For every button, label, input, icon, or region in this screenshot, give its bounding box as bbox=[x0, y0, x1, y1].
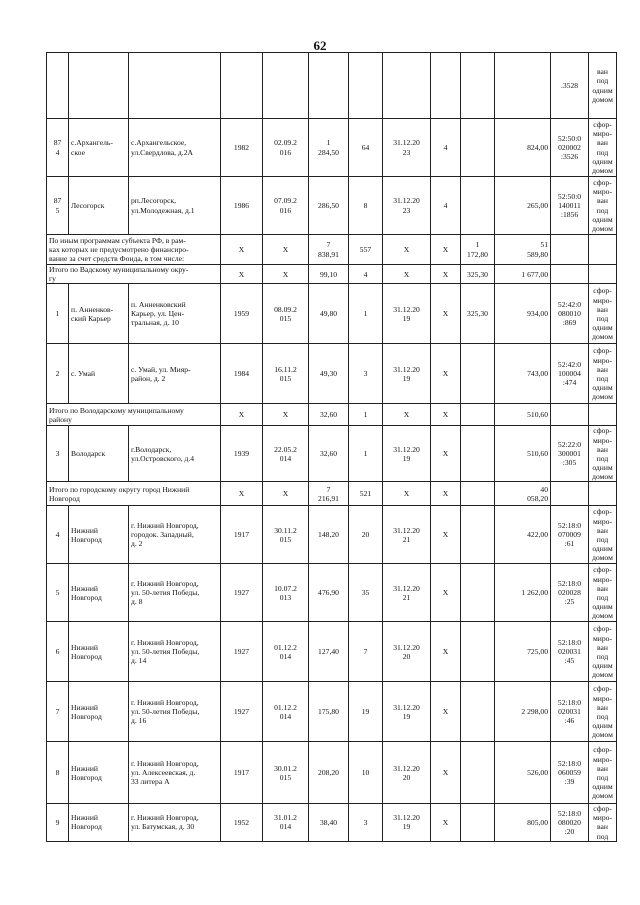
cell-cost-per-m2 bbox=[461, 804, 495, 841]
cell-method: X bbox=[431, 506, 461, 564]
cell-planned-date: 31.12.20 19 bbox=[383, 682, 431, 742]
cell-method: X bbox=[431, 344, 461, 404]
cell-cost-per-m2 bbox=[461, 482, 495, 506]
cell-cadastral: 52:18:0 020028 :25 bbox=[551, 564, 589, 622]
cell-date-emergency: 22.05.2 014 bbox=[263, 426, 309, 482]
cell-residents: 10 bbox=[349, 742, 383, 804]
cell-planned-date: X bbox=[383, 265, 431, 284]
cell-empty bbox=[551, 482, 589, 506]
cell-planned-date: 31.12.20 23 bbox=[383, 177, 431, 235]
cell-address bbox=[129, 53, 221, 119]
table-row bbox=[47, 53, 617, 119]
cell-planned-date: X bbox=[383, 404, 431, 426]
cell-date-emergency: 30.01.2 015 bbox=[263, 742, 309, 804]
cell-n: 4 bbox=[47, 506, 69, 564]
cell-n: 87 4 bbox=[47, 119, 69, 177]
cell-date-emergency: X bbox=[263, 404, 309, 426]
cell-year-built: X bbox=[221, 235, 263, 265]
cell-cost-per-m2 bbox=[461, 177, 495, 235]
cell-year-built: 1959 bbox=[221, 284, 263, 344]
cell-total-cost: 743,00 bbox=[495, 344, 551, 404]
cell-settlement: Нижний Новгород bbox=[69, 622, 129, 682]
cell-label: По иным программам субъекта РФ, в рам- ках которых не предусмотрено финансиро- вание за счет средств Фонда, в том числе: bbox=[47, 235, 221, 265]
cell-method: 4 bbox=[431, 119, 461, 177]
cell-area: 99,10 bbox=[309, 265, 349, 284]
cell-year-built: 1927 bbox=[221, 564, 263, 622]
cell-residents: 35 bbox=[349, 564, 383, 622]
cell-label: Итого по городскому округу город Нижний Новгород bbox=[47, 482, 221, 506]
housing-register-table bbox=[46, 52, 617, 842]
cell-date-emergency: X bbox=[263, 235, 309, 265]
cell-total-cost: 725,00 bbox=[495, 622, 551, 682]
cell-n: 1 bbox=[47, 284, 69, 344]
cell-method: X bbox=[431, 682, 461, 742]
cell-area: 286,50 bbox=[309, 177, 349, 235]
cell-year-built: 1917 bbox=[221, 506, 263, 564]
cell-cadastral: 52:18:0 070009 :61 bbox=[551, 506, 589, 564]
cell-area: 127,40 bbox=[309, 622, 349, 682]
cell-settlement bbox=[69, 53, 129, 119]
cell-empty bbox=[589, 265, 617, 284]
cell-note: сфор- миро- ван под одним домом bbox=[589, 682, 617, 742]
cell-empty bbox=[589, 235, 617, 265]
cell-cost-per-m2 bbox=[461, 53, 495, 119]
cell-cadastral: 52:42:0 100004 :474 bbox=[551, 344, 589, 404]
cell-date-emergency: 10.07.2 013 bbox=[263, 564, 309, 622]
table-row bbox=[47, 506, 617, 564]
cell-year-built: 1927 bbox=[221, 682, 263, 742]
cell-cost-per-m2: 325,30 bbox=[461, 265, 495, 284]
cell-year-built: 1917 bbox=[221, 742, 263, 804]
cell-note: сфор- миро- ван под одним домом bbox=[589, 426, 617, 482]
cell-cadastral: 52:22:0 300001 :305 bbox=[551, 426, 589, 482]
cell-area: 476,90 bbox=[309, 564, 349, 622]
cell-note: сфор- миро- ван под одним домом bbox=[589, 506, 617, 564]
cell-n: 7 bbox=[47, 682, 69, 742]
cell-cost-per-m2 bbox=[461, 119, 495, 177]
cell-area: 1 284,50 bbox=[309, 119, 349, 177]
cell-cadastral: 52:18:0 020031 :45 bbox=[551, 622, 589, 682]
cell-n bbox=[47, 53, 69, 119]
page-number: 62 bbox=[313, 38, 327, 53]
cell-year-built bbox=[221, 53, 263, 119]
cell-address: с.Архангельское, ул.Свердлова, д.2А bbox=[129, 119, 221, 177]
cell-empty bbox=[589, 404, 617, 426]
cell-cost-per-m2: 1 172,80 bbox=[461, 235, 495, 265]
cell-planned-date: X bbox=[383, 235, 431, 265]
cell-method: X bbox=[431, 804, 461, 841]
cell-label: Итого по Володарскому муниципальному району bbox=[47, 404, 221, 426]
cell-n: 2 bbox=[47, 344, 69, 404]
cell-method: X bbox=[431, 284, 461, 344]
cell-cost-per-m2 bbox=[461, 564, 495, 622]
cell-note: сфор- миро- ван под одним домом bbox=[589, 119, 617, 177]
cell-cadastral: 52:42:0 080010 :869 bbox=[551, 284, 589, 344]
cell-year-built: 1927 bbox=[221, 622, 263, 682]
cell-address: г.Володарск, ул.Островского, д.4 bbox=[129, 426, 221, 482]
cell-cost-per-m2 bbox=[461, 742, 495, 804]
cell-residents: 3 bbox=[349, 804, 383, 841]
table-row bbox=[47, 284, 617, 344]
cell-empty bbox=[551, 404, 589, 426]
cell-date-emergency: 08.09.2 015 bbox=[263, 284, 309, 344]
summary-row bbox=[47, 265, 617, 284]
cell-note: сфор- миро- ван под одним домом bbox=[589, 564, 617, 622]
cell-note: сфор- миро- ван под одним домом bbox=[589, 742, 617, 804]
cell-planned-date: 31.12.20 23 bbox=[383, 119, 431, 177]
cell-residents: 3 bbox=[349, 344, 383, 404]
cell-total-cost: 1 677,00 bbox=[495, 265, 551, 284]
cell-method: 4 bbox=[431, 177, 461, 235]
cell-year-built: X bbox=[221, 265, 263, 284]
cell-residents: 7 bbox=[349, 622, 383, 682]
cell-year-built: 1984 bbox=[221, 344, 263, 404]
cell-note: сфор- миро- ван под одним домом bbox=[589, 622, 617, 682]
cell-planned-date: 31.12.20 19 bbox=[383, 284, 431, 344]
cell-cadastral: .3528 bbox=[551, 53, 589, 119]
cell-address: г. Нижний Новгород, ул. 50-летия Победы, д. 16 bbox=[129, 682, 221, 742]
cell-method: X bbox=[431, 564, 461, 622]
cell-settlement: Нижний Новгород bbox=[69, 682, 129, 742]
cell-method bbox=[431, 53, 461, 119]
cell-date-emergency: 30.11.2 015 bbox=[263, 506, 309, 564]
cell-total-cost: 1 262,00 bbox=[495, 564, 551, 622]
cell-note: сфор- миро- ван под одним домом bbox=[589, 284, 617, 344]
cell-cadastral: 52:50:0 020002 :3526 bbox=[551, 119, 589, 177]
cell-date-emergency bbox=[263, 53, 309, 119]
cell-n: 3 bbox=[47, 426, 69, 482]
cell-n: 5 bbox=[47, 564, 69, 622]
cell-cadastral: 52:18:0 060059 :39 bbox=[551, 742, 589, 804]
cell-planned-date: 31.12.20 20 bbox=[383, 742, 431, 804]
cell-total-cost: 934,00 bbox=[495, 284, 551, 344]
cell-settlement: с. Умай bbox=[69, 344, 129, 404]
cell-year-built: 1986 bbox=[221, 177, 263, 235]
table-row bbox=[47, 119, 617, 177]
cell-empty bbox=[551, 235, 589, 265]
cell-settlement: с.Архангель- ское bbox=[69, 119, 129, 177]
cell-cost-per-m2 bbox=[461, 506, 495, 564]
cell-cost-per-m2: 325,30 bbox=[461, 284, 495, 344]
cell-address: г. Нижний Новгород, ул. 50-летия Победы, д. 14 bbox=[129, 622, 221, 682]
cell-method: X bbox=[431, 622, 461, 682]
cell-settlement: Лесогорск bbox=[69, 177, 129, 235]
cell-date-emergency: 02.09.2 016 bbox=[263, 119, 309, 177]
cell-note: ван под одним домом bbox=[589, 53, 617, 119]
cell-residents: 521 bbox=[349, 482, 383, 506]
cell-address: рп.Лесогорск, ул.Молодежная, д.1 bbox=[129, 177, 221, 235]
cell-area: 7 838,91 bbox=[309, 235, 349, 265]
cell-cost-per-m2 bbox=[461, 682, 495, 742]
cell-date-emergency: 16.11.2 015 bbox=[263, 344, 309, 404]
table-row bbox=[47, 177, 617, 235]
cell-area: 32,60 bbox=[309, 426, 349, 482]
cell-residents bbox=[349, 53, 383, 119]
cell-planned-date bbox=[383, 53, 431, 119]
cell-area: 148,20 bbox=[309, 506, 349, 564]
cell-method: X bbox=[431, 742, 461, 804]
cell-total-cost: 526,00 bbox=[495, 742, 551, 804]
cell-year-built: 1982 bbox=[221, 119, 263, 177]
cell-planned-date: 31.12.20 19 bbox=[383, 804, 431, 841]
cell-area bbox=[309, 53, 349, 119]
cell-n: 9 bbox=[47, 804, 69, 841]
cell-total-cost: 824,00 bbox=[495, 119, 551, 177]
cell-empty bbox=[551, 265, 589, 284]
cell-date-emergency: 07.09.2 016 bbox=[263, 177, 309, 235]
table-row bbox=[47, 682, 617, 742]
table-row bbox=[47, 742, 617, 804]
cell-planned-date: 31.12.20 19 bbox=[383, 426, 431, 482]
cell-settlement: Нижний Новгород bbox=[69, 564, 129, 622]
table-row bbox=[47, 622, 617, 682]
cell-year-built: 1939 bbox=[221, 426, 263, 482]
cell-residents: 20 bbox=[349, 506, 383, 564]
cell-cost-per-m2 bbox=[461, 622, 495, 682]
cell-residents: 557 bbox=[349, 235, 383, 265]
cell-n: 8 bbox=[47, 742, 69, 804]
cell-note: сфор- миро- ван под bbox=[589, 804, 617, 841]
cell-cost-per-m2 bbox=[461, 426, 495, 482]
cell-settlement: Нижний Новгород bbox=[69, 742, 129, 804]
cell-cost-per-m2 bbox=[461, 404, 495, 426]
table-row bbox=[47, 344, 617, 404]
cell-total-cost: 510,60 bbox=[495, 426, 551, 482]
cell-area: 175,80 bbox=[309, 682, 349, 742]
cell-residents: 8 bbox=[349, 177, 383, 235]
cell-method: X bbox=[431, 482, 461, 506]
summary-row bbox=[47, 404, 617, 426]
cell-total-cost: 2 298,00 bbox=[495, 682, 551, 742]
cell-note: сфор- миро- ван под одним домом bbox=[589, 177, 617, 235]
cell-planned-date: 31.12.20 20 bbox=[383, 622, 431, 682]
cell-empty bbox=[589, 482, 617, 506]
cell-area: 49,80 bbox=[309, 284, 349, 344]
cell-cost-per-m2 bbox=[461, 344, 495, 404]
cell-n: 87 5 bbox=[47, 177, 69, 235]
table-row bbox=[47, 426, 617, 482]
cell-planned-date: 31.12.20 19 bbox=[383, 344, 431, 404]
cell-planned-date: 31.12.20 21 bbox=[383, 564, 431, 622]
cell-total-cost: 422,00 bbox=[495, 506, 551, 564]
cell-date-emergency: 01.12.2 014 bbox=[263, 682, 309, 742]
summary-row bbox=[47, 482, 617, 506]
cell-year-built: X bbox=[221, 482, 263, 506]
cell-n: 6 bbox=[47, 622, 69, 682]
cell-total-cost: 805,00 bbox=[495, 804, 551, 841]
cell-cadastral: 52:18:0 020031 :46 bbox=[551, 682, 589, 742]
cell-year-built: 1952 bbox=[221, 804, 263, 841]
cell-planned-date: 31.12.20 21 bbox=[383, 506, 431, 564]
table-row bbox=[47, 564, 617, 622]
cell-area: 208,20 bbox=[309, 742, 349, 804]
table-row bbox=[47, 804, 617, 841]
cell-residents: 64 bbox=[349, 119, 383, 177]
cell-area: 38,40 bbox=[309, 804, 349, 841]
cell-settlement: Нижний Новгород bbox=[69, 804, 129, 841]
cell-total-cost: 51 589,80 bbox=[495, 235, 551, 265]
cell-settlement: Володарск bbox=[69, 426, 129, 482]
cell-address: с. Умай, ул. Мияр- район, д. 2 bbox=[129, 344, 221, 404]
cell-address: г. Нижний Новгород, ул. Батумская, д. 30 bbox=[129, 804, 221, 841]
cell-settlement: п. Анненков- ский Карьер bbox=[69, 284, 129, 344]
cell-method: X bbox=[431, 426, 461, 482]
cell-area: 49,30 bbox=[309, 344, 349, 404]
cell-date-emergency: 31.01.2 014 bbox=[263, 804, 309, 841]
cell-year-built: X bbox=[221, 404, 263, 426]
cell-note: сфор- миро- ван под одним домом bbox=[589, 344, 617, 404]
cell-address: г. Нижний Новгород, ул. Алексеевская, д. 33 литера А bbox=[129, 742, 221, 804]
cell-label: Итого по Вадскому муниципальному окру- гу bbox=[47, 265, 221, 284]
cell-area: 7 216,91 bbox=[309, 482, 349, 506]
cell-residents: 4 bbox=[349, 265, 383, 284]
cell-date-emergency: X bbox=[263, 265, 309, 284]
cell-residents: 1 bbox=[349, 404, 383, 426]
cell-planned-date: X bbox=[383, 482, 431, 506]
summary-row bbox=[47, 235, 617, 265]
cell-address: г. Нижний Новгород, ул. 50-летия Победы, д. 8 bbox=[129, 564, 221, 622]
cell-total-cost: 265,00 bbox=[495, 177, 551, 235]
cell-cadastral: 52:50:0 140011 :1856 bbox=[551, 177, 589, 235]
cell-residents: 1 bbox=[349, 426, 383, 482]
cell-address: п. Анненковский Карьер, ул. Цен- тральная, д. 10 bbox=[129, 284, 221, 344]
cell-total-cost: 40 058,20 bbox=[495, 482, 551, 506]
cell-cadastral: 52:18:0 080020 :20 bbox=[551, 804, 589, 841]
cell-total-cost: 510,60 bbox=[495, 404, 551, 426]
cell-method: X bbox=[431, 404, 461, 426]
cell-date-emergency: 01.12.2 014 bbox=[263, 622, 309, 682]
cell-method: X bbox=[431, 265, 461, 284]
cell-settlement: Нижний Новгород bbox=[69, 506, 129, 564]
cell-total-cost bbox=[495, 53, 551, 119]
cell-date-emergency: X bbox=[263, 482, 309, 506]
cell-residents: 19 bbox=[349, 682, 383, 742]
cell-residents: 1 bbox=[349, 284, 383, 344]
cell-area: 32,60 bbox=[309, 404, 349, 426]
cell-method: X bbox=[431, 235, 461, 265]
cell-address: г. Нижний Новгород, городок. Западный, д. 2 bbox=[129, 506, 221, 564]
